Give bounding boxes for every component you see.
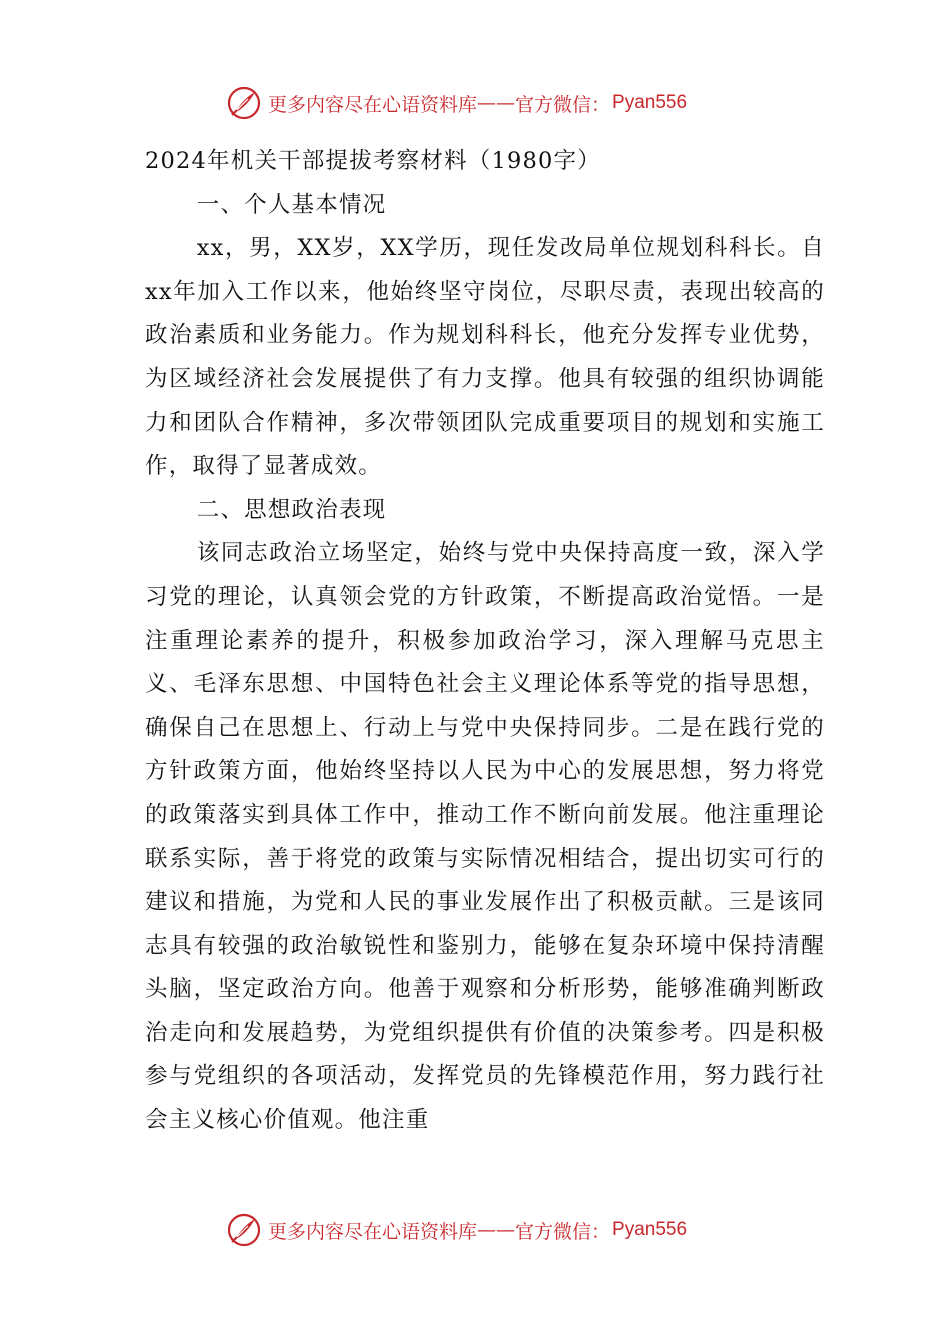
banner-separator-extra: — [496, 92, 516, 114]
banner-wechat-id: Pyan556 [612, 1219, 688, 1240]
paragraph-political: 该同志政治立场坚定，始终与党中央保持高度一致，深入学习党的理论，认真领会党的方针政策，不断提高政治觉悟。一是注重理论素养的提升，积极参加政治学习，深入理解马克思主义、毛泽东思想、中国特色社会主义理论体系等党的指导思想，确保自己在思想上、行动上与党中央保持同步。二是在践行党的方针政策方面，他始终坚持以人民为中心的发展思想，努力将党的政策落实到具体工作中，推动工作不断向前发展。他注重理论联系实际，善于将党的政策与实际情况相结合，提出切实可行的建议和措施，为党和人民的事业发展作出了积极贡献。三是该同志具有较强的政治敏锐性和鉴别力，能够在复杂环境中保持清醒头脑，坚定政治方向。他善于观察和分析形势，能够准确判断政治走向和发展趋势，为党组织提供有价值的决策参考。四是积极参与党组织的各项活动，发挥党员的先锋模范作用，努力践行社会主义核心价值观。他注重 [145, 540, 825, 1134]
banner-separator: — [477, 1219, 497, 1241]
banner-separator: — [477, 92, 497, 114]
banner-brand-text: 更多内容尽在心语资料库 [268, 93, 478, 116]
banner-wechat-label: 官方微信： [515, 93, 611, 116]
banner-brand-text: 更多内容尽在心语资料库 [268, 1220, 478, 1243]
section-heading-political: 二、思想政治表现 [196, 496, 387, 523]
footer-banner [226, 1210, 687, 1250]
header-banner [226, 83, 687, 123]
section-heading-basic-info: 一、个人基本情况 [196, 191, 387, 218]
banner-wechat-id: Pyan556 [612, 92, 688, 113]
feather-pen-logo-icon [226, 85, 262, 121]
document-title: 2024年机关干部提拔考察材料（1980字） [145, 148, 601, 174]
feather-pen-logo-icon [226, 1212, 262, 1248]
banner-separator-extra: — [496, 1219, 516, 1241]
paragraph-basic-info: xx，男，XX岁，XX学历，现任发改局单位规划科科长。自xx年加入工作以来，他始终坚守岗位，尽职尽责，表现出较高的政治素质和业务能力。作为规划科科长，他充分发挥专业优势，为区域经济社会发展提供了有力支撑。他具有较强的组织协调能力和团队合作精神，多次带领团队完成重要项目的规划和实施工作，取得了显著成效。 [145, 235, 825, 480]
document-body [145, 140, 825, 1143]
banner-wechat-label: 官方微信： [515, 1220, 611, 1243]
